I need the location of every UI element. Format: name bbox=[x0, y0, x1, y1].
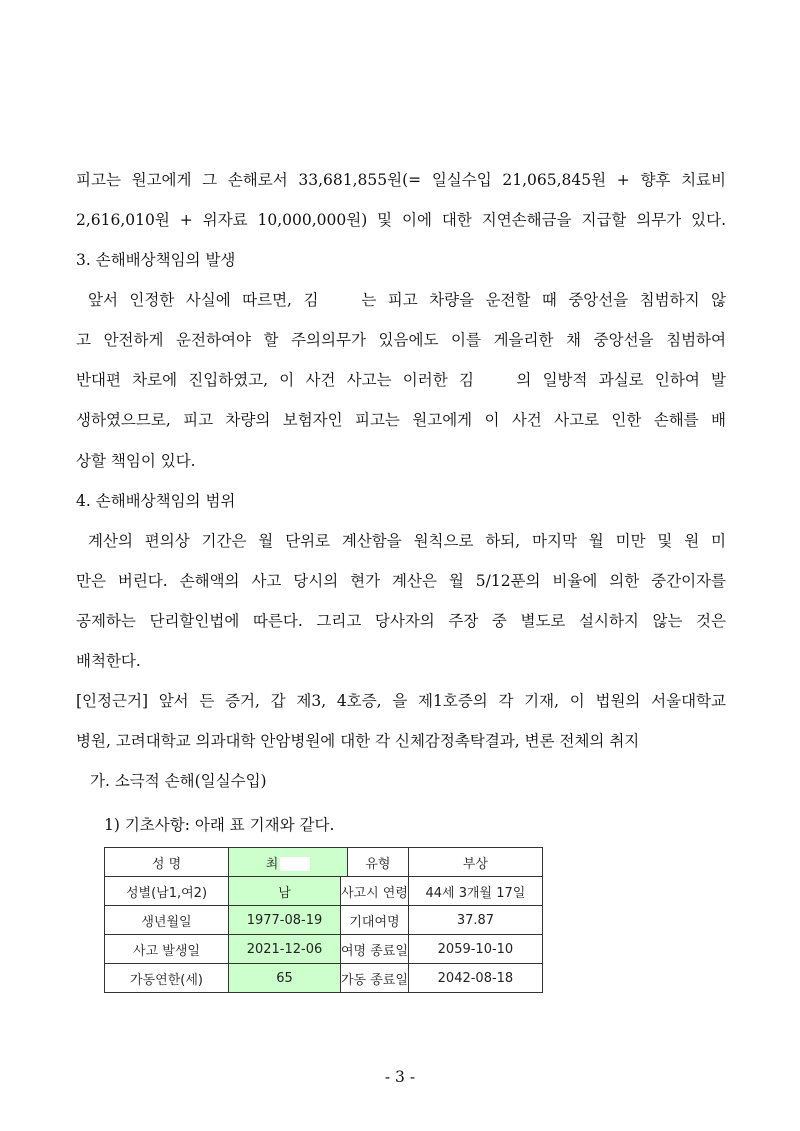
table-cell-value: 37.87 bbox=[408, 906, 542, 935]
table-cell-label: 성 명 bbox=[105, 848, 229, 877]
table-row bbox=[105, 848, 543, 877]
section-heading: 4. 손해배상책임의 범위 bbox=[76, 492, 236, 510]
table-cell-value: 부상 bbox=[408, 848, 542, 877]
table-cell-value: 1977-08-19 bbox=[229, 906, 341, 935]
table-cell-value: 남 bbox=[229, 877, 341, 906]
text-fragment: 는 피고 차량을 운전할 때 중앙선을 침범하지 않 bbox=[361, 291, 726, 309]
paragraph-line: 계산의 편의상 기간은 월 단위로 계산함을 원칙으로 하되, 마지막 월 미만 및 원 미 bbox=[88, 532, 726, 550]
text-fragment: 반대편 차로에 진입하였고, 이 사건 사고는 이러한 김 bbox=[76, 371, 474, 389]
name-text: 최 bbox=[265, 856, 279, 872]
table-cell-label: 사고시 연령 bbox=[341, 877, 409, 906]
paragraph-line: 공제하는 단리할인법에 따른다. 그리고 당사자의 주장 중 별도로 설시하지 않는 것은 bbox=[76, 612, 726, 630]
table-cell-value: 44세 3개월 17일 bbox=[408, 877, 542, 906]
redaction-mask bbox=[330, 294, 350, 308]
paragraph-line bbox=[76, 290, 726, 310]
subheading: 1) 기초사항: 아래 표 기재와 같다. bbox=[104, 816, 335, 834]
paragraph-line: 상할 책임이 있다. bbox=[76, 452, 196, 470]
table-cell-label: 사고 발생일 bbox=[105, 935, 229, 964]
subheading: 가. 소극적 손해(일실수입) bbox=[90, 772, 267, 790]
basic-info-table bbox=[104, 847, 543, 993]
table-cell-label: 기대여명 bbox=[341, 906, 409, 935]
table-row bbox=[105, 877, 543, 906]
text-fragment: 의 일방적 과실로 인하여 발 bbox=[516, 371, 726, 389]
paragraph-line: 만은 버린다. 손해액의 사고 당시의 현가 계산은 월 5/12푼의 비율에 의한 중간이자를 bbox=[76, 572, 726, 590]
paragraph-line bbox=[76, 370, 726, 390]
table-cell-value: 2021-12-06 bbox=[229, 935, 341, 964]
redaction-mask bbox=[280, 857, 310, 871]
table-row bbox=[105, 906, 543, 935]
page-number: - 3 - bbox=[384, 1068, 416, 1086]
redaction-mask bbox=[485, 374, 505, 388]
paragraph-line: 배척한다. bbox=[76, 652, 141, 670]
paragraph-line: 생하였으므로, 피고 차량의 보험자인 피고는 원고에게 이 사건 사고로 인한 손해를 배 bbox=[76, 411, 726, 429]
table-cell-label: 성별(남1,여2) bbox=[105, 877, 229, 906]
table-cell-value: 65 bbox=[229, 964, 341, 993]
table-cell-label: 여명 종료일 bbox=[341, 935, 409, 964]
table-cell-label: 가동연한(세) bbox=[105, 964, 229, 993]
table-cell-label: 생년월일 bbox=[105, 906, 229, 935]
text-fragment: 앞서 인정한 사실에 따르면, 김 bbox=[88, 291, 319, 309]
paragraph-line: [인정근거] 앞서 든 증거, 갑 제3, 4호증, 을 제1호증의 각 기재, 이 법원의 서울대학교 bbox=[76, 692, 726, 710]
paragraph-line: 2,616,010원 + 위자료 10,000,000원) 및 이에 대한 지연손해금을 지급할 의무가 있다. bbox=[76, 211, 726, 229]
table-row bbox=[105, 935, 543, 964]
table-cell-label: 가동 종료일 bbox=[341, 964, 409, 993]
table-cell-value: 2042-08-18 bbox=[408, 964, 542, 993]
paragraph-line: 병원, 고려대학교 의과대학 안암병원에 대한 각 신체감정촉탁결과, 변론 전체의 취지 bbox=[76, 732, 640, 750]
paragraph-line: 피고는 원고에게 그 손해로서 33,681,855원(= 일실수입 21,065,845원 + 향후 치료비 bbox=[76, 171, 726, 189]
table-row bbox=[105, 964, 543, 993]
table-cell-name bbox=[229, 848, 348, 877]
section-heading: 3. 손해배상책임의 발생 bbox=[76, 251, 236, 269]
paragraph-line: 고 안전하게 운전하여야 할 주의의무가 있음에도 이를 게을리한 채 중앙선을 침범하여 bbox=[76, 331, 726, 349]
table-cell-value: 2059-10-10 bbox=[408, 935, 542, 964]
table-cell-label: 유형 bbox=[347, 848, 408, 877]
